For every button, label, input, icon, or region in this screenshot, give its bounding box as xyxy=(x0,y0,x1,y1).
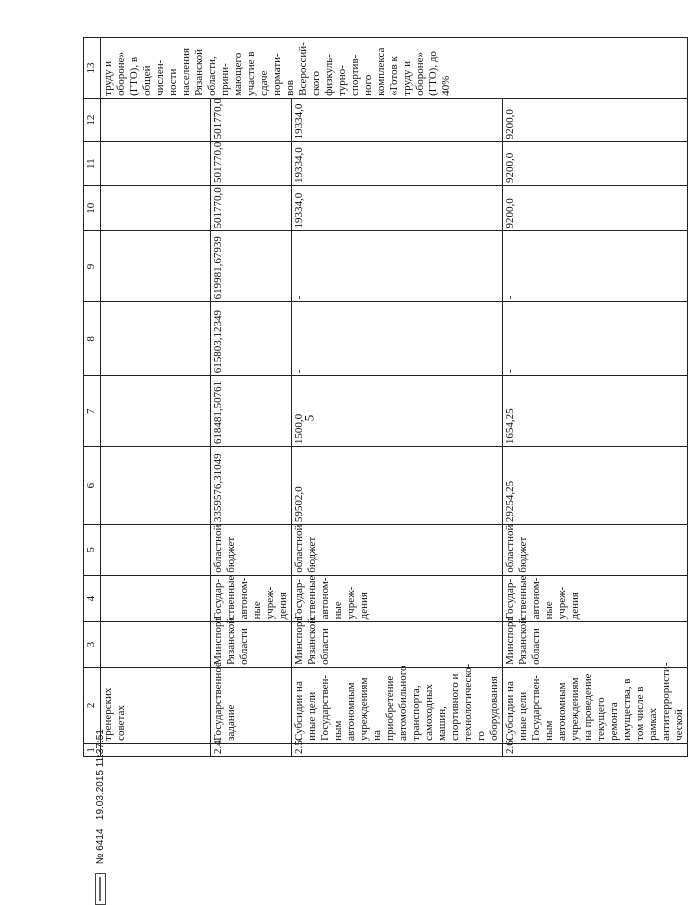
amount-col12: 9200,0 xyxy=(503,98,688,142)
amount-col8 xyxy=(101,302,211,376)
row-number: 2.4. xyxy=(211,743,292,756)
amount-col10: 501770,0 xyxy=(211,185,292,231)
funding-source xyxy=(101,525,211,576)
header-cell: 6 xyxy=(84,447,101,525)
row-number: 2.6. xyxy=(503,743,688,756)
row-number xyxy=(101,743,211,756)
item-title: Субсидии на иные цели Государствен- ным автономным учреждениям на проведение текущего ремонта имущества, в том числе в рамках антитеррористи- ческой xyxy=(503,667,688,743)
document-number: № 6414 xyxy=(95,828,106,865)
item-title: тренерских советах xyxy=(101,667,211,743)
expected-result: труду и обороне» (ГТО), в общей числен- ности населения Рязанской области, прини- мающего участие в сдаче нормати- вов Всероссий- ского физкуль- турно- спортив- ного комплекса «Готов к труду и обороне» (ГТО), до 40% xyxy=(101,38,688,99)
amount-col8: - xyxy=(503,302,688,376)
table-row xyxy=(101,38,211,757)
header-cell: 3 xyxy=(84,622,101,668)
funding-source: областной бюджет xyxy=(211,525,292,576)
budget-table xyxy=(83,37,688,757)
amount-col9: 619981,67939 xyxy=(211,231,292,302)
funding-source: областной бюджет xyxy=(292,525,503,576)
amount-total: 29254,25 xyxy=(503,447,688,525)
amount-col9: - xyxy=(503,231,688,302)
header-cell: 1 xyxy=(84,743,101,756)
header-cell: 12 xyxy=(84,98,101,142)
executor xyxy=(101,622,211,668)
amount-total: 59502,0 xyxy=(292,447,503,525)
amount-col9: - xyxy=(292,231,503,302)
amount-col7: 618481,50761 xyxy=(211,376,292,447)
amount-col11: 19334,0 xyxy=(292,142,503,186)
item-title: Государственное задание xyxy=(211,667,292,743)
recipient: Государ- ственные автоном- ные учреж- дения xyxy=(292,575,503,622)
amount-col7: 1654,25 xyxy=(503,376,688,447)
amount-total: 3359576,31049 xyxy=(211,447,292,525)
amount-col11: 501770,0 xyxy=(211,142,292,186)
header-cell: 9 xyxy=(84,231,101,302)
executor: Минспорт Рязанской области xyxy=(211,622,292,668)
page-number: 5 xyxy=(301,414,317,422)
amount-col11 xyxy=(101,142,211,186)
funding-source: областной бюджет xyxy=(503,525,688,576)
amount-col10: 19334,0 xyxy=(292,185,503,231)
amount-col7: 1500,0 xyxy=(292,376,503,447)
recipient: Государ- ственные автоном- ные учреж- дения xyxy=(503,575,688,622)
amount-col10: 9200,0 xyxy=(503,185,688,231)
executor: Минспорт Рязанской области xyxy=(503,622,688,668)
header-cell: 5 xyxy=(84,525,101,576)
recipient xyxy=(101,575,211,622)
document-footer xyxy=(91,625,111,905)
header-cell: 7 xyxy=(84,376,101,447)
table-row xyxy=(292,38,503,757)
barcode-stamp-icon xyxy=(95,873,106,905)
amount-col12 xyxy=(101,98,211,142)
rotated-table-container xyxy=(83,37,685,757)
executor: Минспорт Рязанской области xyxy=(292,622,503,668)
item-title: Субсидии на иные цели Государствен- ным автономным учреждениям на приобретение автомобильного транспорта, самоходных машин, спортивного и технологическо- го оборудования xyxy=(292,667,503,743)
amount-total xyxy=(101,447,211,525)
header-cell: 11 xyxy=(84,142,101,186)
header-cell: 2 xyxy=(84,667,101,743)
recipient: Государ- ственные автоном- ные учреж- дения xyxy=(211,575,292,622)
amount-col7 xyxy=(101,376,211,447)
header-cell: 4 xyxy=(84,575,101,622)
row-number: 2.5. xyxy=(292,743,503,756)
amount-col12: 19334,0 xyxy=(292,98,503,142)
amount-col11: 9200,0 xyxy=(503,142,688,186)
amount-col12: 501770,0 xyxy=(211,98,292,142)
table-row xyxy=(211,38,292,757)
document-timestamp: 19.03.2015 11:37:51 xyxy=(95,729,106,821)
header-cell: 10 xyxy=(84,185,101,231)
amount-col10 xyxy=(101,185,211,231)
header-cell: 13 xyxy=(84,38,101,99)
table-row xyxy=(503,38,688,757)
amount-col8: - xyxy=(292,302,503,376)
header-cell: 8 xyxy=(84,302,101,376)
amount-col9 xyxy=(101,231,211,302)
amount-col8: 615803,12349 xyxy=(211,302,292,376)
